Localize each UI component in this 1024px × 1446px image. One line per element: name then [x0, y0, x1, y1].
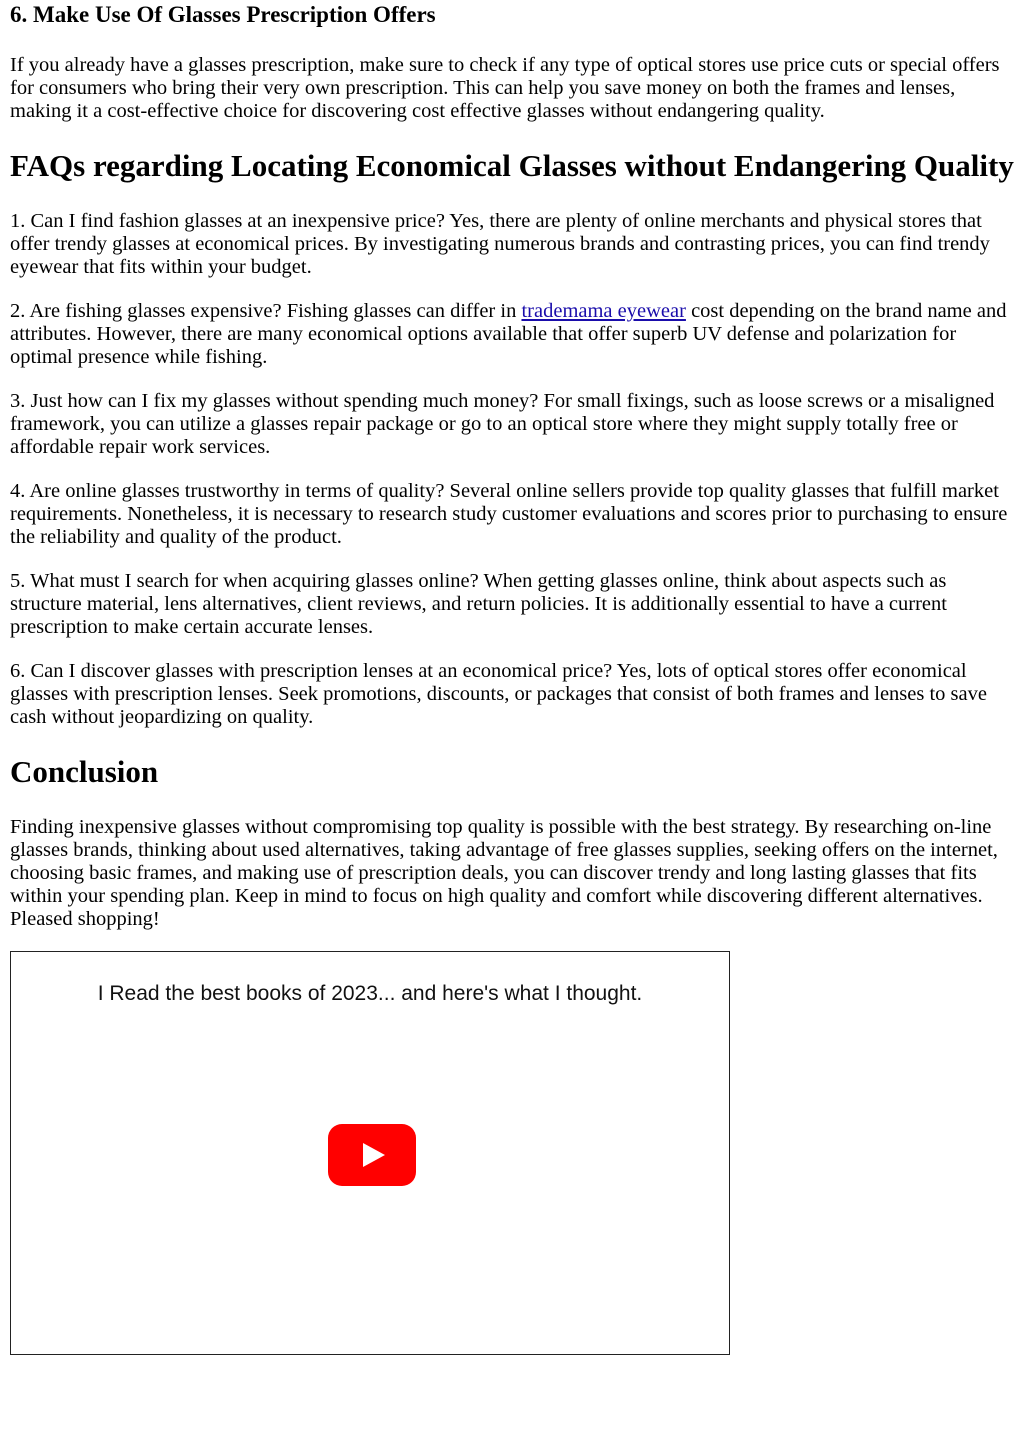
section-paragraph-prescription-offers: If you already have a glasses prescription, make sure to check if any type of optical stores use price cuts or special offers for consumers who bring their very own prescription. This can help you save money on both the frames and lenses, making it a cost-effective choice for discovering cost effective glasses without endangering quality. — [10, 54, 1000, 122]
faq-heading: FAQs regarding Locating Economical Glasses without Endangering Quality — [10, 148, 1014, 183]
section-heading-prescription-offers: 6. Make Use Of Glasses Prescription Offers — [10, 2, 436, 27]
trademama-eyewear-link[interactable]: trademama eyewear — [521, 300, 686, 322]
faq-item-2 — [10, 300, 1014, 369]
youtube-play-icon[interactable] — [328, 1124, 416, 1186]
faq-item-5: 5. What must I search for when acquiring glasses online? When getting glasses online, think about aspects such as structure material, lens alternatives, client reviews, and return policies. It is additionally essential to have a current prescription to make certain accurate lenses. — [10, 570, 947, 638]
conclusion-heading: Conclusion — [10, 754, 159, 789]
faq-item-4: 4. Are online glasses trustworthy in terms of quality? Several online sellers provide top quality glasses that fulfill market requirements. Nonetheless, it is necessary to research study customer evaluations and scores prior to purchasing to ensure the reliability and quality of the product. — [10, 480, 1008, 548]
faq-item-1: 1. Can I find fashion glasses at an inexpensive price? Yes, there are plenty of online merchants and physical stores that offer trendy glasses at economical prices. By investigating numerous brands and contrasting prices, you can find trendy eyewear that fits within your budget. — [10, 210, 990, 278]
video-title[interactable]: I Read the best books of 2023... and here's what I thought. — [97, 982, 643, 1005]
faq-item-2-text-after: cost depending on the brand name and attributes. However, there are many economical options available that offer superb UV defense and polarization for optimal presence while fishing. — [10, 300, 1007, 368]
faq-item-6: 6. Can I discover glasses with prescription lenses at an economical price? Yes, lots of optical stores offer economical glasses with prescription lenses. Seek promotions, discounts, or packages that consist of both frames and lenses to save cash without jeopardizing on quality. — [10, 660, 987, 728]
embedded-video[interactable] — [10, 951, 730, 1355]
conclusion-paragraph: Finding inexpensive glasses without compromising top quality is possible with the best strategy. By researching on-line glasses brands, thinking about used alternatives, taking advantage of free glasses supplies, seeking offers on the internet, choosing basic frames, and making use of prescription deals, you can discover trendy and long lasting glasses that fits within your spending plan. Keep in mind to focus on high quality and comfort while discovering different alternatives. Pleased shopping! — [10, 816, 998, 930]
faq-item-3: 3. Just how can I fix my glasses without spending much money? For small fixings, such as loose screws or a misaligned framework, you can utilize a glasses repair package or go to an optical store where they might supply totally free or affordable repair work services. — [10, 390, 995, 458]
play-button-graphic — [328, 1124, 416, 1186]
faq-item-2-text-before: 2. Are fishing glasses expensive? Fishing glasses can differ in — [10, 300, 522, 322]
